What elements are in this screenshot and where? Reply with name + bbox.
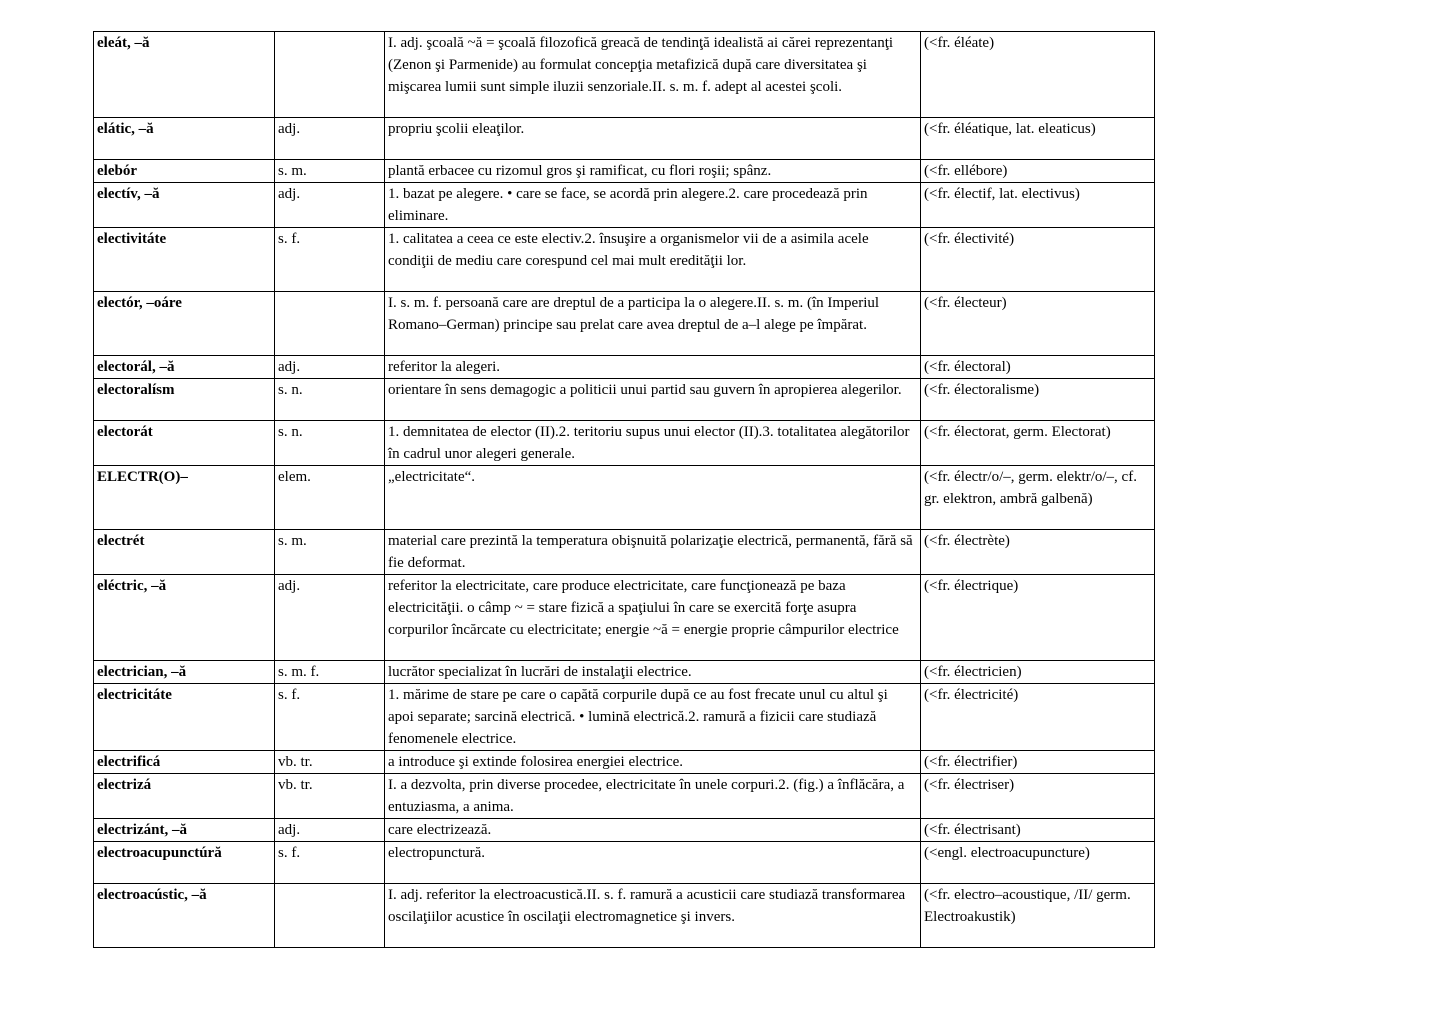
- table-row: [94, 183, 1155, 228]
- grammar-label: adj.: [275, 819, 385, 842]
- etymology: (<fr. éléatique, lat. eleaticus): [921, 118, 1155, 160]
- table-row: [94, 819, 1155, 842]
- headword: electrificá: [94, 751, 275, 774]
- definition: „electricitate“.: [385, 466, 921, 530]
- headword: ELECTR(O)–: [94, 466, 275, 530]
- grammar-label: [275, 884, 385, 948]
- definition: electropunctură.: [385, 842, 921, 884]
- etymology: (<fr. éléate): [921, 32, 1155, 118]
- definition: I. adj. referitor la electroacustică.II. s. f. ramură a acusticii care studiază transformarea oscilaţiilor acustice în oscilaţii electromagnetice şi invers.: [385, 884, 921, 948]
- headword: electrizá: [94, 774, 275, 819]
- definition: 1. demnitatea de elector (II).2. teritoriu supus unui elector (II).3. totalitatea alegătorilor în cadrul unor alegeri generale.: [385, 421, 921, 466]
- table-row: [94, 751, 1155, 774]
- etymology: (<fr. électriser): [921, 774, 1155, 819]
- grammar-label: adj.: [275, 118, 385, 160]
- etymology: (<fr. electro–acoustique, /II/ germ. Electroakustik): [921, 884, 1155, 948]
- headword: elátic, –ă: [94, 118, 275, 160]
- definition: 1. mărime de stare pe care o capătă corpurile după ce au fost frecate unul cu altul şi apoi separate; sarcină electrică. • lumină electrică.2. ramură a fizicii care studiază fenomenele electrice.: [385, 684, 921, 751]
- etymology: (<engl. electroacupuncture): [921, 842, 1155, 884]
- etymology: (<fr. électif, lat. electivus): [921, 183, 1155, 228]
- table-row: [94, 530, 1155, 575]
- etymology: (<fr. électricité): [921, 684, 1155, 751]
- definition: referitor la electricitate, care produce electricitate, care funcţionează pe baza electricităţii. o câmp ~ = stare fizică a spaţiului în care se exercită forţe asupra corpurilor încărcate cu electricitate; energie ~ă = energie proprie câmpurilor electrice: [385, 575, 921, 661]
- table-row: [94, 32, 1155, 118]
- grammar-label: s. n.: [275, 379, 385, 421]
- definition: plantă erbacee cu rizomul gros şi ramificat, cu flori roşii; spânz.: [385, 160, 921, 183]
- etymology: (<fr. électeur): [921, 292, 1155, 356]
- definition: I. a dezvolta, prin diverse procedee, electricitate în unele corpuri.2. (fig.) a înflăcăra, a entuziasma, a anima.: [385, 774, 921, 819]
- table-row: [94, 684, 1155, 751]
- headword: electroacupunctúră: [94, 842, 275, 884]
- grammar-label: adj.: [275, 575, 385, 661]
- grammar-label: s. f.: [275, 228, 385, 292]
- headword: electrét: [94, 530, 275, 575]
- grammar-label: adj.: [275, 356, 385, 379]
- etymology: (<fr. électoral): [921, 356, 1155, 379]
- grammar-label: s. m. f.: [275, 661, 385, 684]
- headword: electivitáte: [94, 228, 275, 292]
- grammar-label: s. m.: [275, 530, 385, 575]
- headword: electoralísm: [94, 379, 275, 421]
- table-row: [94, 356, 1155, 379]
- etymology: (<fr. électivité): [921, 228, 1155, 292]
- headword: electorát: [94, 421, 275, 466]
- headword: electroacústic, –ă: [94, 884, 275, 948]
- table-row: [94, 661, 1155, 684]
- definition: care electrizează.: [385, 819, 921, 842]
- etymology: (<fr. électrisant): [921, 819, 1155, 842]
- headword: electrizánt, –ă: [94, 819, 275, 842]
- table-row: [94, 842, 1155, 884]
- etymology: (<fr. électr/o/–, germ. elektr/o/–, cf. gr. elektron, ambră galbenă): [921, 466, 1155, 530]
- dictionary-table: [93, 31, 1155, 948]
- table-row: [94, 466, 1155, 530]
- table-row: [94, 379, 1155, 421]
- table-row: [94, 884, 1155, 948]
- headword: elebór: [94, 160, 275, 183]
- etymology: (<fr. électrique): [921, 575, 1155, 661]
- headword: electív, –ă: [94, 183, 275, 228]
- headword: electrician, –ă: [94, 661, 275, 684]
- definition: lucrător specializat în lucrări de instalaţii electrice.: [385, 661, 921, 684]
- headword: electricitáte: [94, 684, 275, 751]
- table-row: [94, 118, 1155, 160]
- definition: a introduce şi extinde folosirea energiei electrice.: [385, 751, 921, 774]
- etymology: (<fr. électricien): [921, 661, 1155, 684]
- headword: electorál, –ă: [94, 356, 275, 379]
- table-row: [94, 575, 1155, 661]
- grammar-label: s. f.: [275, 842, 385, 884]
- dictionary-page: [93, 31, 1154, 948]
- definition: propriu şcolii eleaţilor.: [385, 118, 921, 160]
- definition: material care prezintă la temperatura obişnuită polarizaţie electrică, permanentă, fără să fie deformat.: [385, 530, 921, 575]
- table-row: [94, 774, 1155, 819]
- definition: referitor la alegeri.: [385, 356, 921, 379]
- table-row: [94, 421, 1155, 466]
- grammar-label: vb. tr.: [275, 751, 385, 774]
- grammar-label: [275, 32, 385, 118]
- headword: eleát, –ă: [94, 32, 275, 118]
- table-row: [94, 160, 1155, 183]
- table-row: [94, 292, 1155, 356]
- etymology: (<fr. électrifier): [921, 751, 1155, 774]
- definition: 1. bazat pe alegere. • care se face, se acordă prin alegere.2. care procedează prin eliminare.: [385, 183, 921, 228]
- grammar-label: s. n.: [275, 421, 385, 466]
- etymology: (<fr. électrète): [921, 530, 1155, 575]
- etymology: (<fr. électoralisme): [921, 379, 1155, 421]
- definition: I. adj. şcoală ~ă = şcoală filozofică greacă de tendinţă idealistă ai cărei reprezentanţi (Zenon şi Parmenide) au formulat concepţia metafizică după care diversitatea şi mişcarea lumii sunt simple iluzii senzoriale.II. s. m. f. adept al acestei şcoli.: [385, 32, 921, 118]
- grammar-label: adj.: [275, 183, 385, 228]
- grammar-label: [275, 292, 385, 356]
- grammar-label: elem.: [275, 466, 385, 530]
- definition: 1. calitatea a ceea ce este electiv.2. însuşire a organismelor vii de a asimila acele condiţii de mediu care corespund cel mai mult eredităţii lor.: [385, 228, 921, 292]
- etymology: (<fr. électorat, germ. Electorat): [921, 421, 1155, 466]
- grammar-label: s. m.: [275, 160, 385, 183]
- headword: electór, –oáre: [94, 292, 275, 356]
- table-row: [94, 228, 1155, 292]
- definition: I. s. m. f. persoană care are dreptul de a participa la o alegere.II. s. m. (în Imperiul Romano–German) principe sau prelat care avea dreptul de a–l alege pe împărat.: [385, 292, 921, 356]
- etymology: (<fr. ellébore): [921, 160, 1155, 183]
- dictionary-table-body: [94, 32, 1155, 948]
- definition: orientare în sens demagogic a politicii unui partid sau guvern în apropierea alegerilor.: [385, 379, 921, 421]
- grammar-label: s. f.: [275, 684, 385, 751]
- headword: eléctric, –ă: [94, 575, 275, 661]
- grammar-label: vb. tr.: [275, 774, 385, 819]
